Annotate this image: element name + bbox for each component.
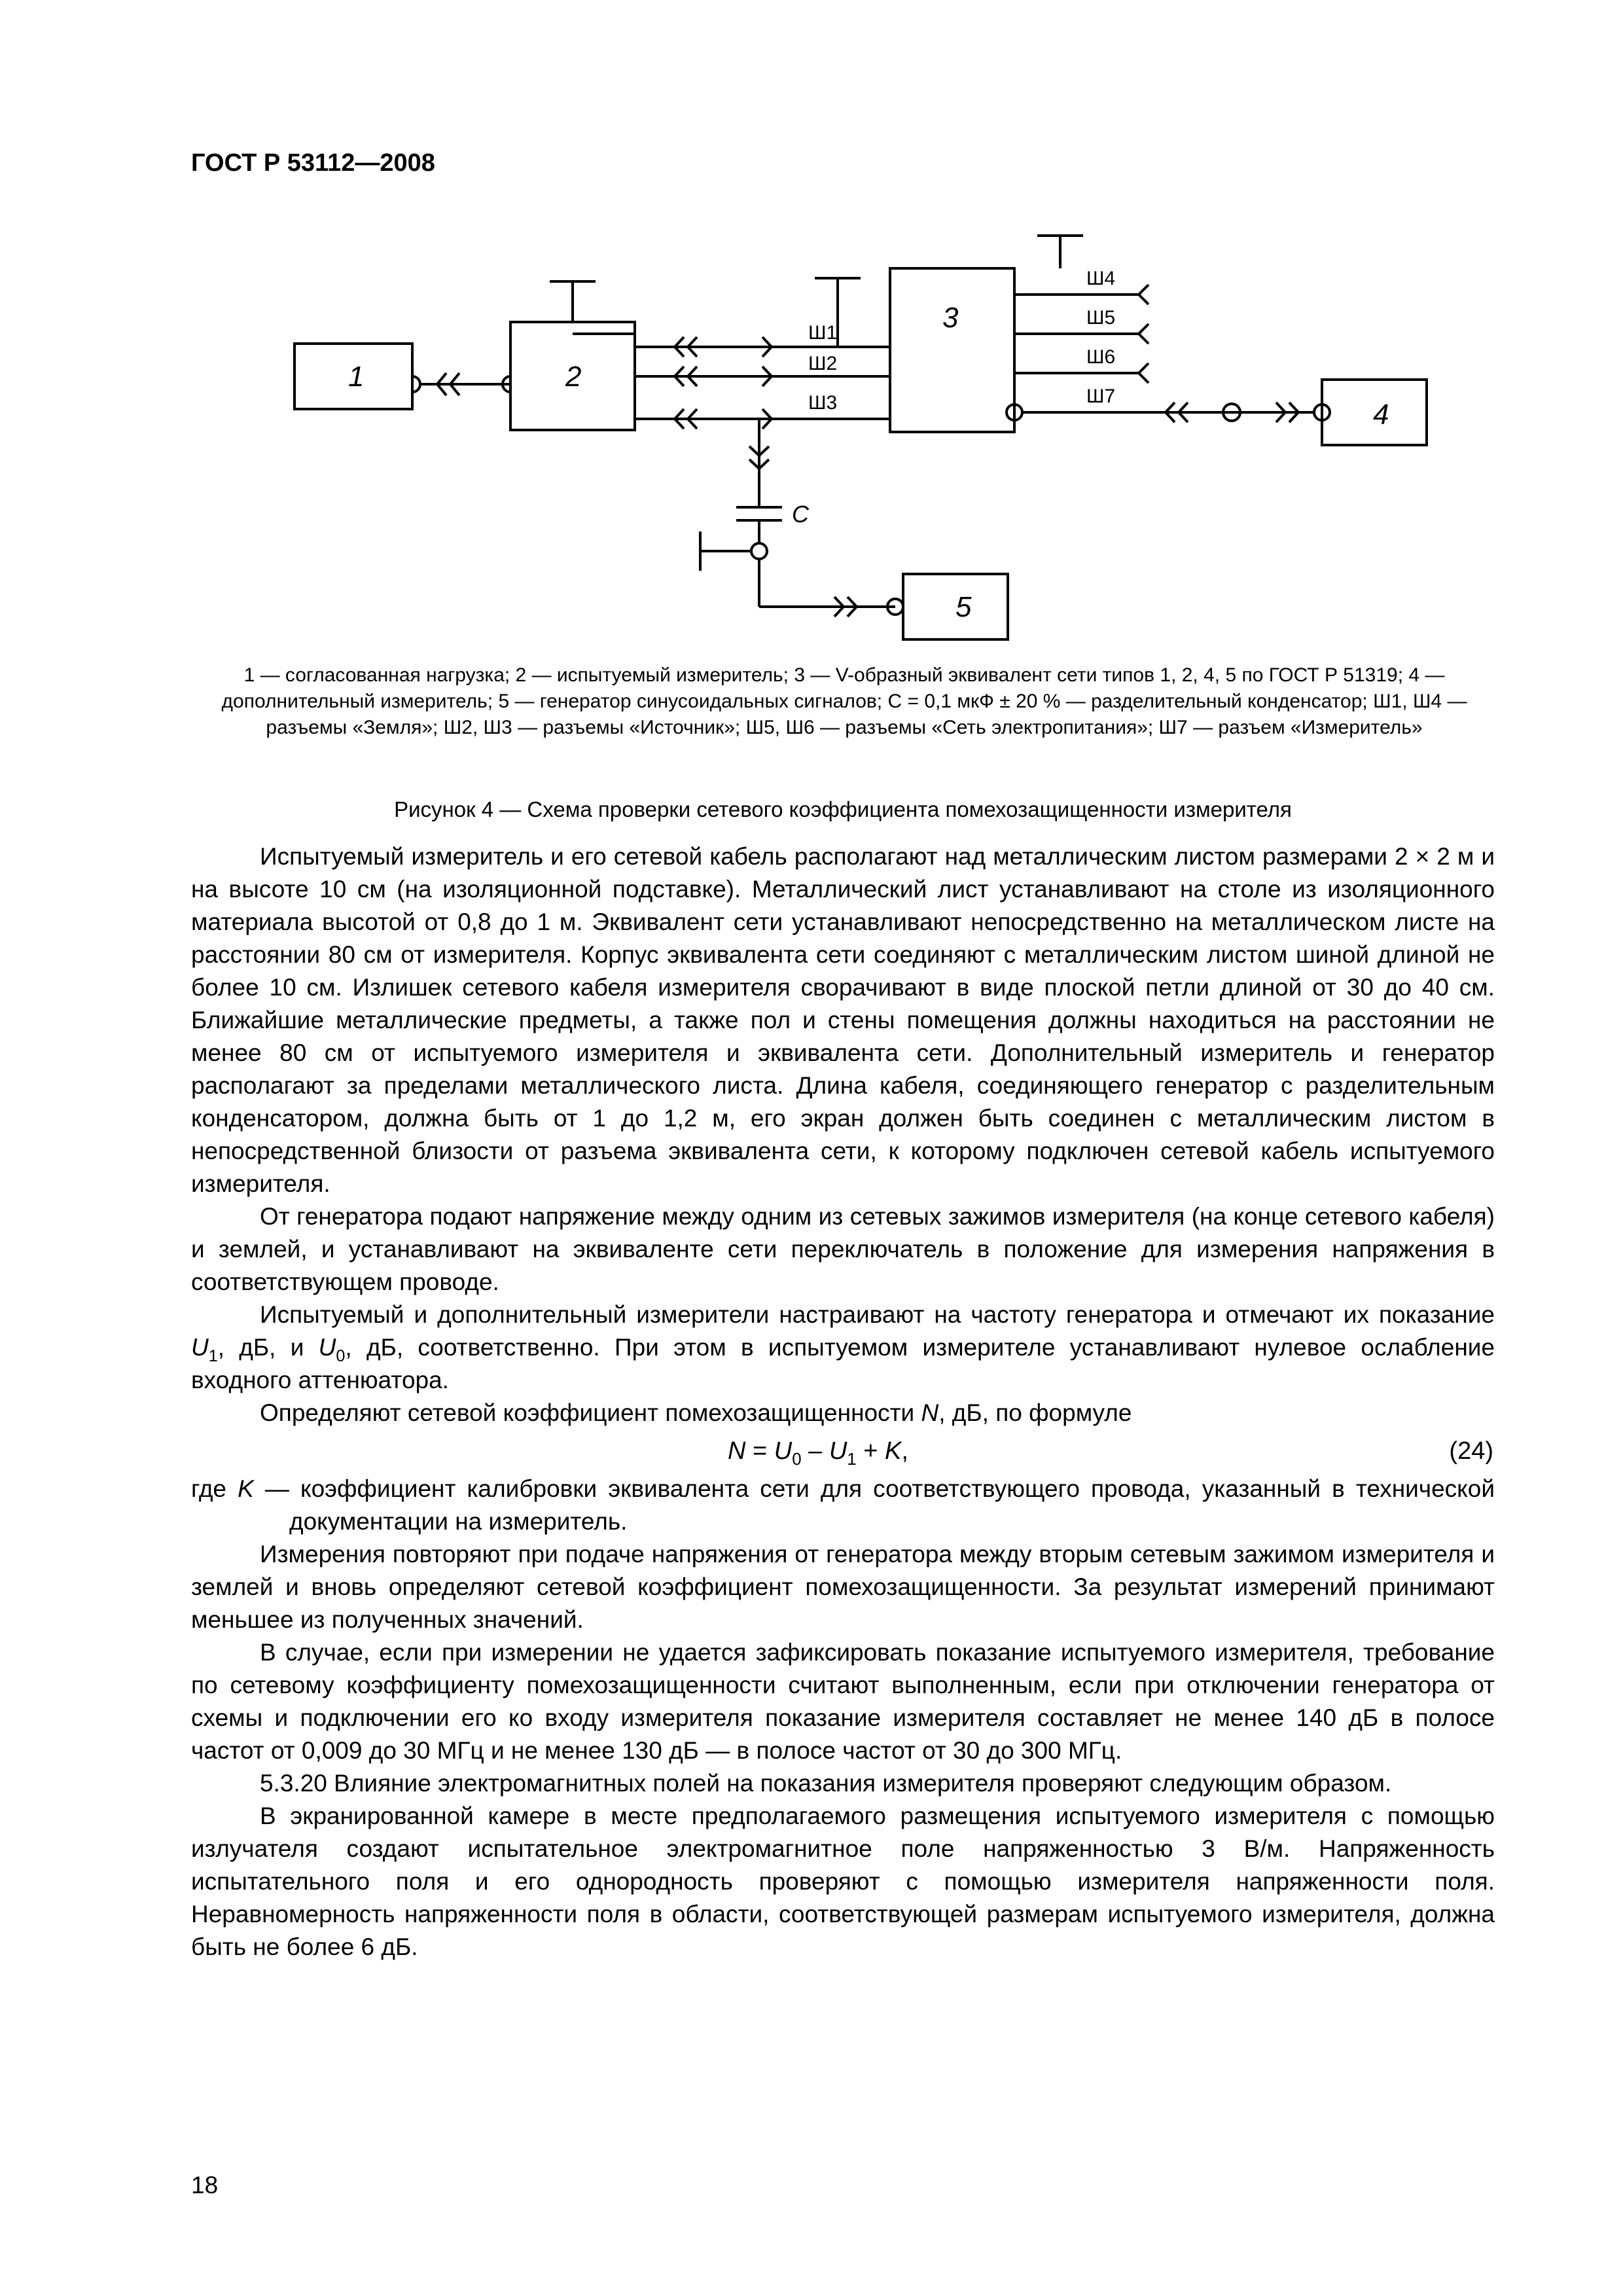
block-3 [890, 268, 1014, 432]
connector-sh4: Ш4 [1086, 268, 1116, 289]
connector-sh3: Ш3 [808, 392, 838, 414]
page-number: 18 [191, 2172, 219, 2198]
paragraph: От генератора подают напряжение между одним из сетевых зажимов измерителя (на конце сетевого кабеля) и землей, и устанавливают на эквиваленте сети переключатель в положение для измерения напряжения в соответствующем проводе. [191, 1203, 1495, 1295]
paragraph: Определяют сетевой коэффициент помехозащищенности N, дБ, по формуле [260, 1399, 1132, 1426]
body-text [191, 840, 1495, 1964]
formula-expression: $N = U_0 - U_1 + K$, [728, 1437, 908, 1469]
formula-number: (24) [1449, 1437, 1493, 1465]
figure-caption: Рисунок 4 — Схема проверки сетевого коэффициента помехозащищенности измерителя [394, 797, 1292, 821]
paragraph: Измерения повторяют при подаче напряжения от генератора между вторым сетевым зажимом измерителя и землей и вновь определяют сетевой коэффициент помехозащищенности. За результат измерений принимают меньшее из полученных значений. [191, 1541, 1495, 1633]
paragraph: В экранированной камере в месте предполагаемого размещения испытуемого измерителя с помощью излучателя создают испытательное электромагнитное поле напряженностью 3 В/м. Напряженность испытательного поля и его однородность проверяют с помощью измерителя напряженности поля. Неравномерность напряженности поля в области, соответствующей размерам испытуемого измерителя, должна быть не более 6 дБ. [191, 1803, 1495, 1960]
block-1-label: 1 [348, 361, 365, 393]
formula-definition: где K — коэффициент калибровки эквивалента сети для соответствующего провода, указанный в технической документации на измеритель. [191, 1475, 1495, 1535]
paragraph: Испытуемый измеритель и его сетевой кабель располагают над металлическим листом размерами 2 × 2 м и на высоте 10 см (на изоляционной подставке). Металлический лист устанавливают на столе из изоляционного материала высотой от 0,8 до 1 м. Эквивалент сети устанавливают непосредственно на металлическом листе на расстоянии 80 см от измерителя. Корпус эквивалента сети соединяют с металлическим листом шиной длиной не более 10 см. Излишек сетевого кабеля измерителя сворачивают в виде плоской петли длиной от 30 до 40 см. Ближайшие металлические предметы, а также пол и стены помещения должны находиться на расстоянии не менее 80 см от испытуемого измерителя и эквивалента сети. Дополнительный измеритель и генератор располагают за пределами металлического листа. Длина кабеля, соединяющего генератор с разделительным конденсатором, должна быть от 1 до 1,2 м, его экран должен быть соединен с металлическим листом в непосредственной близости от разъема эквивалента сети, к которому подключен сетевой кабель испытуемого измерителя. [191, 843, 1495, 1197]
block-5-label: 5 [955, 591, 972, 623]
connector-sh2: Ш2 [808, 353, 838, 374]
figure-legend: 1 — согласованная нагрузка; 2 — испытуемый измеритель; 3 — V-образный эквивалент сети типов 1, 2, 4, 5 по ГОСТ Р 51319; 4 — дополнительный измеритель; 5 — генератор синусоидальных сигналов; С = 0,1 мкФ ± 20 % — разделительный конденсатор; Ш1, Ш4 — разъемы «Земля»; Ш2, Ш3 — разъемы «Источник»; Ш5, Ш6 — разъемы «Сеть электропитания»; Ш7 — разъем «Измеритель» [221, 664, 1467, 738]
formula-24 [191, 1429, 1495, 1473]
block-2-label: 2 [565, 361, 582, 393]
circuit-schematic [275, 216, 1453, 674]
block-4-label: 4 [1373, 399, 1389, 431]
paragraph: 5.3.20 Влияние электромагнитных полей на показания измерителя проверяют следующим образом. [260, 1770, 1392, 1797]
paragraph: В случае, если при измерении не удается зафиксировать показание испытуемого измерителя, требование по сетевому коэффициенту помехозащищенности считают выполненным, если при отключении генератора от схемы и подключении его ко входу измерителя показание измерителя составляет не менее 140 дБ в полосе частот от 0,009 до 30 МГц и не менее 130 дБ — в полосе частот от 30 до 300 МГц. [191, 1639, 1495, 1764]
block-3-label: 3 [942, 302, 959, 334]
connector-sh1: Ш1 [808, 322, 838, 344]
figure-4-diagram [275, 216, 1453, 674]
capacitor-label: C [792, 501, 809, 528]
connector-sh7: Ш7 [1086, 386, 1116, 407]
connector-sh6: Ш6 [1086, 346, 1116, 368]
paragraph: Испытуемый и дополнительный измерители настраивают на частоту генератора и отмечают их показание $U_1$, дБ, и $U_0$, дБ, соответственно. При этом в испытуемом измерителе устанавливают нулевое ослабление входного аттенюатора. [191, 1301, 1495, 1393]
connector-sh5: Ш5 [1086, 307, 1116, 329]
document-header: ГОСТ Р 53112—2008 [191, 149, 435, 177]
